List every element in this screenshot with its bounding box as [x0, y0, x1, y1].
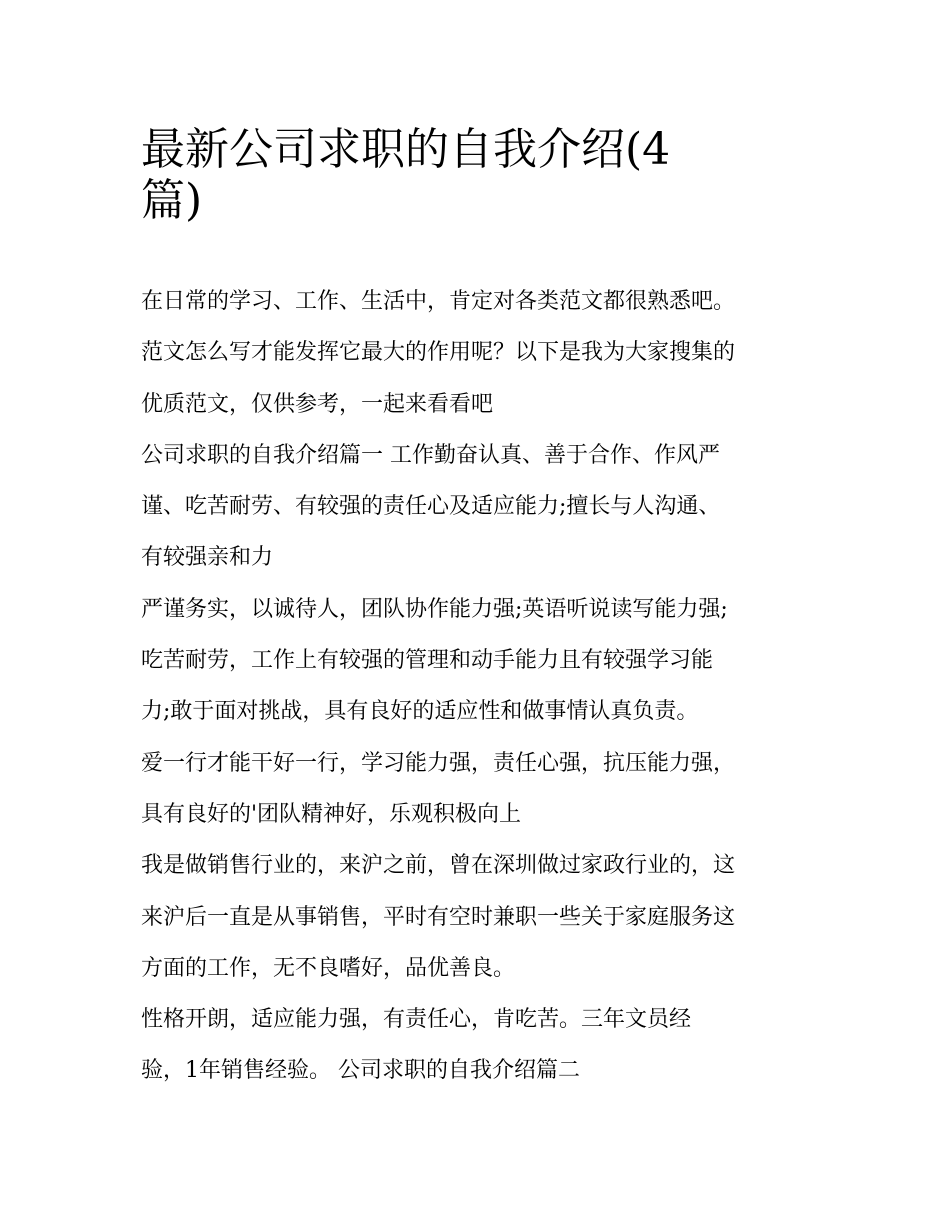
- title-line: 篇): [141, 175, 203, 227]
- body-line: 吃苦耐劳，工作上有较强的管理和动手能力且有较强学习能: [141, 648, 714, 674]
- body-line: 我是做销售行业的，来沪之前，曾在深圳做过家政行业的，这: [141, 853, 736, 879]
- title-line: 最新公司求职的自我介绍(4: [141, 124, 671, 175]
- body-line: 方面的工作，无不良嗜好，品优善良。: [141, 955, 516, 981]
- document-title: [141, 112, 781, 227]
- body-line: 力;敢于面对挑战，具有良好的适应性和做事情认真负责。: [141, 699, 699, 725]
- body-line: 性格开朗，适应能力强，有责任心，肯吃苦。三年文员经: [141, 1007, 692, 1033]
- body-line: 验，1年销售经验。 公司求职的自我介绍篇二: [141, 1058, 580, 1084]
- body-line: 爱一行才能干好一行，学习能力强，责任心强，抗压能力强，: [141, 750, 736, 776]
- body-line: 在日常的学习、工作、生活中，肯定对各类范文都很熟悉吧。: [141, 289, 736, 314]
- body-line: 优质范文，仅供参考，一起来看看吧: [141, 391, 494, 417]
- body-line: 严谨务实，以诚待人，团队协作能力强;英语听说读写能力强;: [141, 596, 728, 622]
- body-line: 来沪后一直是从事销售，平时有空时兼职一些关于家庭服务这: [141, 904, 736, 930]
- body-line: 谨、吃苦耐劳、有较强的责任心及适应能力;擅长与人沟通、: [141, 494, 721, 520]
- body-line: 具有良好的'团队精神好，乐观积极向上: [141, 801, 522, 827]
- body-line: 公司求职的自我介绍篇一 工作勤奋认真、善于合作、作风严: [141, 442, 720, 468]
- document-body: [141, 276, 821, 1097]
- body-line: 范文怎么写才能发挥它最大的作用呢？以下是我为大家搜集的: [141, 340, 736, 366]
- body-line: 有较强亲和力: [141, 545, 274, 571]
